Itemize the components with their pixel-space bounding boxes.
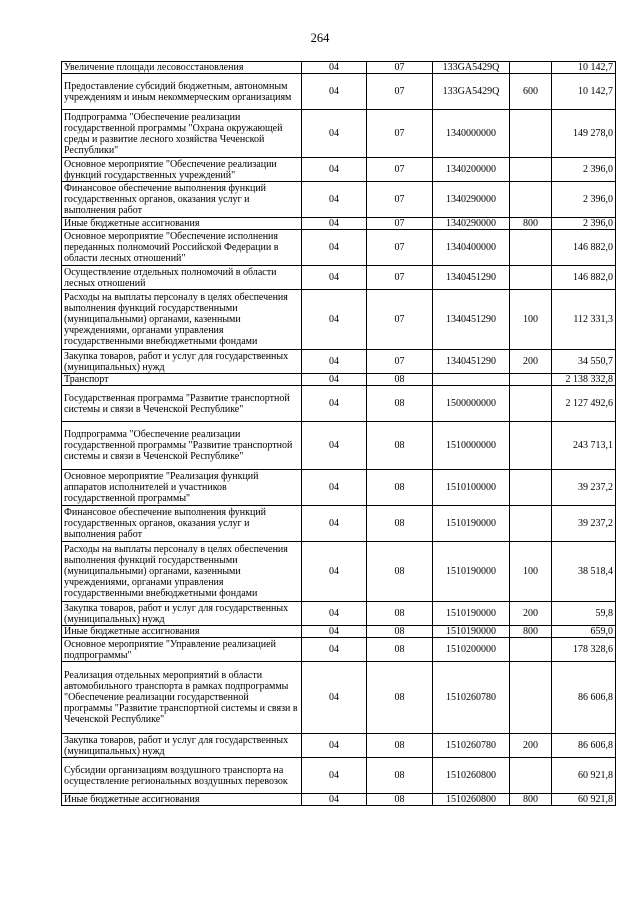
- row-subsection-cell: 07: [367, 230, 433, 266]
- row-amount-cell: 86 606,8: [552, 734, 616, 758]
- row-subsection-cell: 08: [367, 386, 433, 422]
- row-section-cell: 04: [302, 662, 367, 734]
- table-row: [62, 182, 616, 218]
- row-name-cell: Расходы на выплаты персоналу в целях обеспечения выполнения функций государственными (муниципальными) органами, казенными учреждениями, органами управления государственными внебюджетными фондами: [62, 542, 302, 602]
- row-expense-type-cell: 100: [510, 542, 552, 602]
- row-expense-type-cell: [510, 182, 552, 218]
- row-target-article-cell: 1340451290: [433, 350, 510, 374]
- row-name-cell: Предоставление субсидий бюджетным, автономным учреждениям и иным некоммерческим организациям: [62, 74, 302, 110]
- row-expense-type-cell: [510, 662, 552, 734]
- row-amount-cell: 10 142,7: [552, 62, 616, 74]
- row-target-article-cell: 1340451290: [433, 266, 510, 290]
- row-section-cell: 04: [302, 62, 367, 74]
- row-subsection-cell: 07: [367, 350, 433, 374]
- row-expense-type-cell: [510, 758, 552, 794]
- row-name-cell: Транспорт: [62, 374, 302, 386]
- row-name-cell: Увеличение площади лесовосстановления: [62, 62, 302, 74]
- row-expense-type-cell: 100: [510, 290, 552, 350]
- page-number: 264: [310, 31, 330, 45]
- row-name-cell: Иные бюджетные ассигнования: [62, 626, 302, 638]
- row-expense-type-cell: 200: [510, 350, 552, 374]
- row-name-cell: Закупка товаров, работ и услуг для государственных (муниципальных) нужд: [62, 350, 302, 374]
- row-section-cell: 04: [302, 386, 367, 422]
- row-name-cell: Основное мероприятие "Реализация функций аппаратов исполнителей и участников государственной программы": [62, 470, 302, 506]
- row-section-cell: 04: [302, 158, 367, 182]
- row-expense-type-cell: [510, 374, 552, 386]
- row-name-cell: Финансовое обеспечение выполнения функций государственных органов, оказания услуг и выполнения работ: [62, 182, 302, 218]
- row-target-article-cell: 1510260800: [433, 758, 510, 794]
- row-section-cell: 04: [302, 218, 367, 230]
- row-amount-cell: 60 921,8: [552, 794, 616, 806]
- row-subsection-cell: 08: [367, 794, 433, 806]
- row-subsection-cell: 07: [367, 290, 433, 350]
- row-name-cell: Государственная программа "Развитие транспортной системы и связи в Чеченской Республике": [62, 386, 302, 422]
- table-row: [62, 758, 616, 794]
- row-amount-cell: 2 396,0: [552, 218, 616, 230]
- row-amount-cell: 2 396,0: [552, 158, 616, 182]
- row-subsection-cell: 08: [367, 542, 433, 602]
- row-name-cell: Расходы на выплаты персоналу в целях обеспечения выполнения функций государственными (муниципальными) органами, казенными учреждениями, органами управления государственными внебюджетными фондами: [62, 290, 302, 350]
- row-expense-type-cell: 800: [510, 626, 552, 638]
- row-amount-cell: 112 331,3: [552, 290, 616, 350]
- row-amount-cell: 34 550,7: [552, 350, 616, 374]
- table-row: [62, 110, 616, 158]
- row-amount-cell: 59,8: [552, 602, 616, 626]
- row-subsection-cell: 07: [367, 182, 433, 218]
- row-name-cell: Реализация отдельных мероприятий в области автомобильного транспорта в рамках подпрограммы "Обеспечение реализации государственной программы "Развитие транспортной системы и связи в Чеченской Республике": [62, 662, 302, 734]
- budget-table: [61, 61, 616, 806]
- row-name-cell: Закупка товаров, работ и услуг для государственных (муниципальных) нужд: [62, 602, 302, 626]
- row-section-cell: 04: [302, 290, 367, 350]
- row-expense-type-cell: [510, 158, 552, 182]
- row-subsection-cell: 08: [367, 734, 433, 758]
- row-section-cell: 04: [302, 230, 367, 266]
- table-row: [62, 542, 616, 602]
- table-row: [62, 662, 616, 734]
- row-expense-type-cell: [510, 506, 552, 542]
- row-target-article-cell: 1510190000: [433, 602, 510, 626]
- table-row: [62, 218, 616, 230]
- row-expense-type-cell: [510, 110, 552, 158]
- table-row: [62, 422, 616, 470]
- row-expense-type-cell: [510, 230, 552, 266]
- table-row: [62, 626, 616, 638]
- row-expense-type-cell: 600: [510, 74, 552, 110]
- row-name-cell: Основное мероприятие "Обеспечение исполнения переданных полномочий Российской Федерации в области лесных отношений": [62, 230, 302, 266]
- row-expense-type-cell: 200: [510, 602, 552, 626]
- row-section-cell: 04: [302, 350, 367, 374]
- row-section-cell: 04: [302, 182, 367, 218]
- row-target-article-cell: 1510000000: [433, 422, 510, 470]
- table-row: [62, 470, 616, 506]
- row-target-article-cell: 133GA5429Q: [433, 62, 510, 74]
- row-section-cell: 04: [302, 758, 367, 794]
- row-amount-cell: 146 882,0: [552, 266, 616, 290]
- row-expense-type-cell: 200: [510, 734, 552, 758]
- table-row: [62, 794, 616, 806]
- row-section-cell: 04: [302, 794, 367, 806]
- row-target-article-cell: [433, 374, 510, 386]
- row-target-article-cell: 1340000000: [433, 110, 510, 158]
- row-target-article-cell: 1340200000: [433, 158, 510, 182]
- table-row: [62, 74, 616, 110]
- row-target-article-cell: 1340400000: [433, 230, 510, 266]
- row-subsection-cell: 08: [367, 374, 433, 386]
- row-subsection-cell: 08: [367, 638, 433, 662]
- row-subsection-cell: 07: [367, 266, 433, 290]
- row-amount-cell: 178 328,6: [552, 638, 616, 662]
- row-name-cell: Основное мероприятие "Обеспечение реализации функций государственных учреждений": [62, 158, 302, 182]
- table-row: [62, 230, 616, 266]
- row-expense-type-cell: 800: [510, 794, 552, 806]
- row-name-cell: Подпрограмма "Обеспечение реализации государственной программы "Охрана окружающей среды и развитие лесного хозяйства Чеченской Республики": [62, 110, 302, 158]
- row-target-article-cell: 1340290000: [433, 182, 510, 218]
- table-row: [62, 62, 616, 74]
- row-subsection-cell: 08: [367, 470, 433, 506]
- row-section-cell: 04: [302, 734, 367, 758]
- row-target-article-cell: 1340290000: [433, 218, 510, 230]
- row-amount-cell: 2 138 332,8: [552, 374, 616, 386]
- row-section-cell: 04: [302, 602, 367, 626]
- row-target-article-cell: 1510260780: [433, 662, 510, 734]
- row-section-cell: 04: [302, 266, 367, 290]
- table-row: [62, 602, 616, 626]
- table-row: [62, 350, 616, 374]
- row-name-cell: Закупка товаров, работ и услуг для государственных (муниципальных) нужд: [62, 734, 302, 758]
- row-expense-type-cell: [510, 422, 552, 470]
- table-row: [62, 506, 616, 542]
- table-row: [62, 266, 616, 290]
- row-expense-type-cell: [510, 62, 552, 74]
- row-name-cell: Осуществление отдельных полномочий в области лесных отношений: [62, 266, 302, 290]
- budget-table-body: [62, 62, 616, 806]
- row-subsection-cell: 07: [367, 158, 433, 182]
- row-amount-cell: 2 127 492,6: [552, 386, 616, 422]
- row-target-article-cell: 1510200000: [433, 638, 510, 662]
- row-section-cell: 04: [302, 422, 367, 470]
- row-name-cell: Финансовое обеспечение выполнения функций государственных органов, оказания услуг и выполнения работ: [62, 506, 302, 542]
- row-amount-cell: 2 396,0: [552, 182, 616, 218]
- row-target-article-cell: 1510190000: [433, 542, 510, 602]
- row-target-article-cell: 1510260780: [433, 734, 510, 758]
- row-expense-type-cell: 800: [510, 218, 552, 230]
- table-row: [62, 374, 616, 386]
- row-name-cell: Основное мероприятие "Управление реализацией подпрограммы": [62, 638, 302, 662]
- row-amount-cell: 60 921,8: [552, 758, 616, 794]
- row-subsection-cell: 08: [367, 626, 433, 638]
- table-row: [62, 290, 616, 350]
- table-row: [62, 158, 616, 182]
- row-amount-cell: 10 142,7: [552, 74, 616, 110]
- row-target-article-cell: 1510100000: [433, 470, 510, 506]
- row-subsection-cell: 08: [367, 602, 433, 626]
- row-subsection-cell: 07: [367, 218, 433, 230]
- row-subsection-cell: 07: [367, 62, 433, 74]
- row-amount-cell: 149 278,0: [552, 110, 616, 158]
- row-expense-type-cell: [510, 266, 552, 290]
- row-section-cell: 04: [302, 542, 367, 602]
- row-section-cell: 04: [302, 110, 367, 158]
- row-target-article-cell: 1510190000: [433, 626, 510, 638]
- row-target-article-cell: 1500000000: [433, 386, 510, 422]
- row-subsection-cell: 08: [367, 422, 433, 470]
- row-subsection-cell: 07: [367, 74, 433, 110]
- row-section-cell: 04: [302, 470, 367, 506]
- row-expense-type-cell: [510, 386, 552, 422]
- row-amount-cell: 39 237,2: [552, 470, 616, 506]
- row-section-cell: 04: [302, 374, 367, 386]
- row-target-article-cell: 1340451290: [433, 290, 510, 350]
- row-amount-cell: 38 518,4: [552, 542, 616, 602]
- row-section-cell: 04: [302, 74, 367, 110]
- row-name-cell: Иные бюджетные ассигнования: [62, 218, 302, 230]
- row-name-cell: Подпрограмма "Обеспечение реализации государственной программы "Развитие транспортной системы и связи в Чеченской Республике": [62, 422, 302, 470]
- row-target-article-cell: 133GA5429Q: [433, 74, 510, 110]
- row-section-cell: 04: [302, 626, 367, 638]
- row-section-cell: 04: [302, 506, 367, 542]
- row-expense-type-cell: [510, 638, 552, 662]
- row-name-cell: Субсидии организациям воздушного транспорта на осуществление региональных воздушных перевозок: [62, 758, 302, 794]
- row-subsection-cell: 08: [367, 758, 433, 794]
- row-section-cell: 04: [302, 638, 367, 662]
- table-row: [62, 734, 616, 758]
- row-name-cell: Иные бюджетные ассигнования: [62, 794, 302, 806]
- table-row: [62, 638, 616, 662]
- row-subsection-cell: 07: [367, 110, 433, 158]
- row-target-article-cell: 1510190000: [433, 506, 510, 542]
- row-amount-cell: 39 237,2: [552, 506, 616, 542]
- row-expense-type-cell: [510, 470, 552, 506]
- row-subsection-cell: 08: [367, 662, 433, 734]
- row-target-article-cell: 1510260800: [433, 794, 510, 806]
- row-amount-cell: 659,0: [552, 626, 616, 638]
- row-amount-cell: 86 606,8: [552, 662, 616, 734]
- row-amount-cell: 146 882,0: [552, 230, 616, 266]
- row-subsection-cell: 08: [367, 506, 433, 542]
- table-row: [62, 386, 616, 422]
- row-amount-cell: 243 713,1: [552, 422, 616, 470]
